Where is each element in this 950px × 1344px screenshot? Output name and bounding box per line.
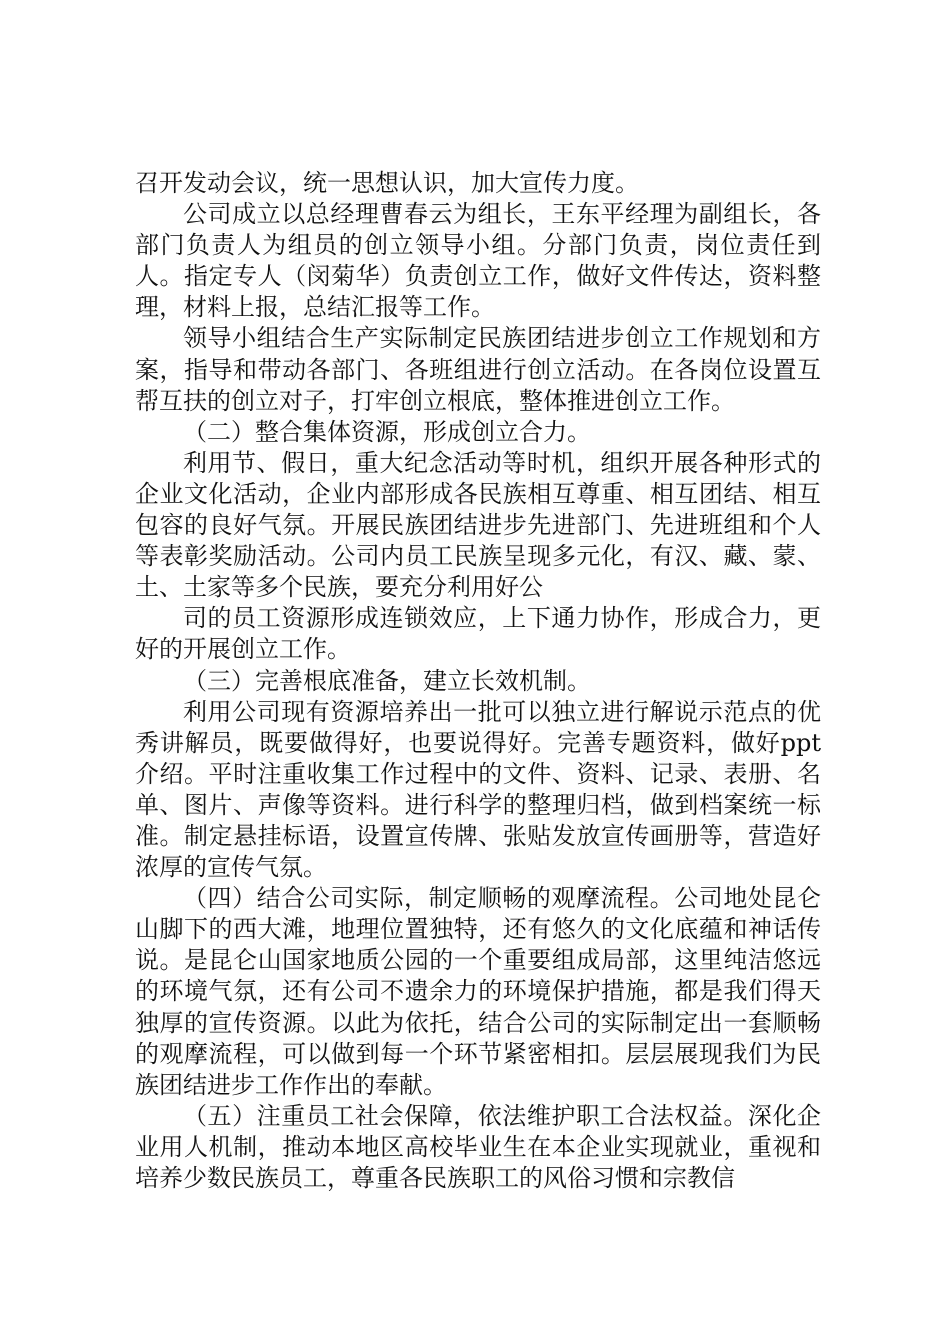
- paragraph-6: 利用公司现有资源培养出一批可以独立进行解说示范点的优秀讲解员，既要做得好，也要说得好。完善专题资料，做好ppt介绍。平时注重收集工作过程中的文件、资料、记录、表册、名单、图片、声像等资料。进行科学的整理归档，做到档案统一标准。制定悬挂标语，设置宣传牌、张贴发放宣传画册等，营造好浓厚的宣传气氛。: [135, 697, 821, 882]
- paragraph-3: 领导小组结合生产实际制定民族团结进步创立工作规划和方案，指导和带动各部门、各班组进行创立活动。在各岗位设置互帮互扶的创立对子，打牢创立根底，整体推进创立工作。: [135, 324, 821, 415]
- section-heading-2: （二）整合集体资源，形成创立合力。: [183, 417, 591, 446]
- section-heading-3: （三）完善根底准备，建立长效机制。: [183, 666, 591, 695]
- paragraph-5: 司的员工资源形成连锁效应，上下通力协作，形成合力，更好的开展创立工作。: [135, 604, 821, 664]
- section-paragraph-5: （五）注重员工社会保障，依法维护职工合法权益。深化企业用人机制，推动本地区高校毕业生在本企业实现就业，重视和培养少数民族员工，尊重各民族职工的风俗习惯和宗教信: [135, 1101, 821, 1192]
- document-body: [135, 168, 821, 1194]
- paragraph-2: 公司成立以总经理曹春云为组长，王东平经理为副组长，各部门负责人为组员的创立领导小组。分部门负责，岗位责任到人。指定专人（闵菊华）负责创立工作，做好文件传达，资料整理，材料上报，总结汇报等工作。: [135, 200, 821, 322]
- paragraph-1: 召开发动会议，统一思想认识，加大宣传力度。: [135, 169, 639, 197]
- paragraph-4: 利用节、假日，重大纪念活动等时机，组织开展各种形式的企业文化活动，企业内部形成各民族相互尊重、相互团结、相互包容的良好气氛。开展民族团结进步先进部门、先进班组和个人等表彰奖励活动。公司内员工民族呈现多元化，有汉、藏、蒙、土、土家等多个民族，要充分利用好公: [135, 448, 821, 602]
- section-paragraph-4: （四）结合公司实际，制定顺畅的观摩流程。公司地处昆仑山脚下的西大滩，地理位置独特，还有悠久的文化底蕴和神话传说。是昆仑山国家地质公园的一个重要组成局部，这里纯洁悠远的环境气氛，还有公司不遗余力的环境保护措施，都是我们得天独厚的宣传资源。以此为依托，结合公司的实际制定出一套顺畅的观摩流程，可以做到每一个环节紧密相扣。层层展现我们为民族团结进步工作作出的奉献。: [135, 884, 821, 1099]
